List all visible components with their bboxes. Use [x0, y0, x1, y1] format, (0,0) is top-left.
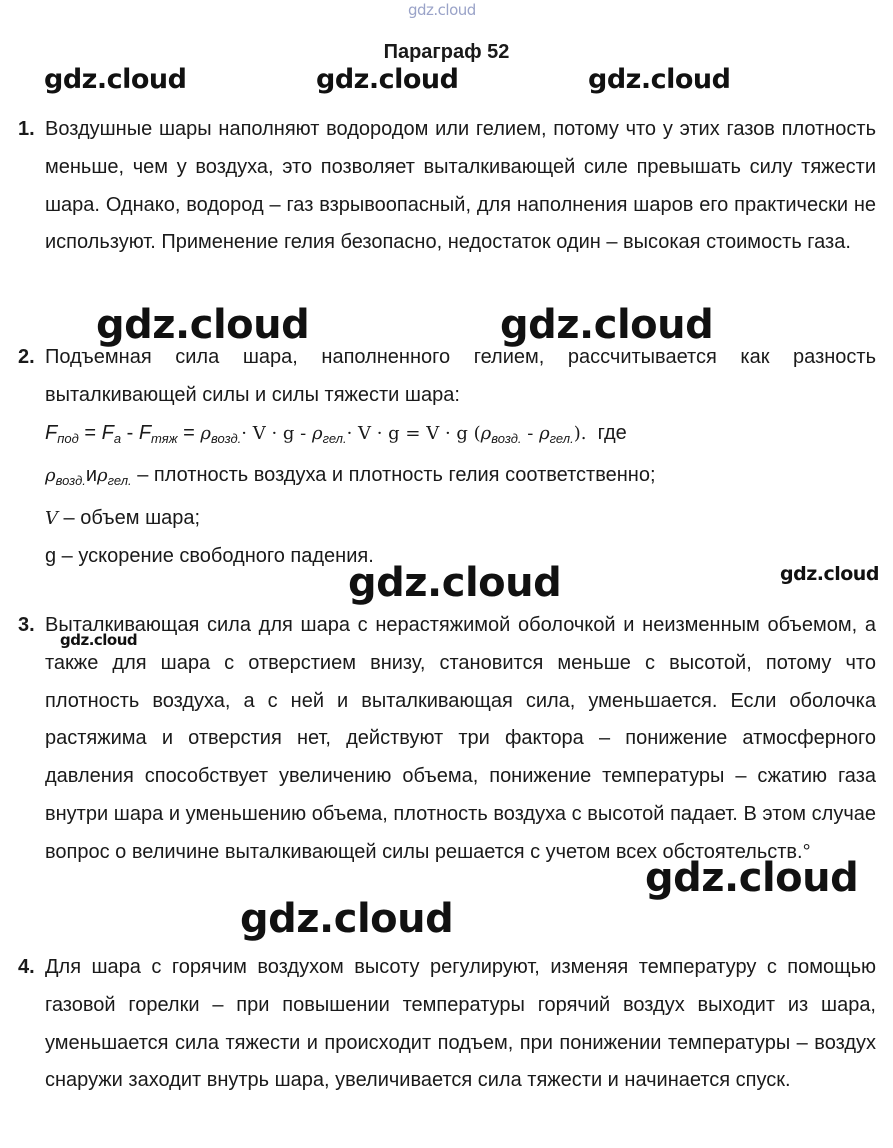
volume-definition: V – объем шара;	[45, 507, 201, 530]
watermark: gdz.cloud	[500, 302, 714, 348]
watermark: gdz.cloud	[44, 64, 187, 95]
item-number: 1.	[18, 118, 35, 140]
answer-item-4	[18, 949, 876, 1100]
item-text: Для шара с горячим воздухом высоту регулируют, изменяя температуру с помощью газовой горелки – при повышении температуры горячий воздух выходит из шара, уменьшается сила тяжести и происходит подъем, при понижении температуры – воздух снаружи заходит внутрь шара, увеличивается сила тяжести и начинается спуск.	[45, 956, 876, 1092]
page-title: Параграф 52	[383, 41, 510, 63]
watermark: gdz.cloud	[316, 64, 459, 95]
watermark: gdz.cloud	[588, 64, 731, 95]
watermark: gdz.cloud	[780, 563, 879, 585]
watermark-top: gdz.cloud	[408, 1, 476, 19]
item-text: Выталкивающая сила для шара с нерастяжимой оболочкой и неизменным объемом, а также для шара с отверстием внизу, становится меньше с высотой, потому что плотность воздуха, а с ней и выталкивающая сила, уменьшается. Если оболочка растяжима и отверстия нет, действуют три фактора – понижение атмосферного давления способствует увеличению объема, понижение температуры – сжатию газа внутри шара и уменьшению объема, плотность воздуха с высотой падает. В этом случае вопрос о величине выталкивающей силы решается с учетом всех обстоятельств.°	[45, 614, 876, 863]
answer-item-2	[18, 339, 876, 576]
item-number: 3.	[18, 614, 35, 636]
item-number: 4.	[18, 956, 35, 978]
answer-item-1	[18, 111, 876, 262]
watermark: gdz.cloud	[96, 302, 310, 348]
watermark: gdz.cloud	[645, 855, 859, 901]
watermark: gdz.cloud	[348, 560, 562, 606]
item-number: 2.	[18, 346, 35, 368]
density-definition: $\rho_{возд.}и\rho_{гел.}$ – плотность воздуха и плотность гелия соответственно;	[45, 464, 656, 489]
item-text: Воздушные шары наполняют водородом или гелием, потому что у этих газов плотность меньше, чем у воздуха, это позволяет выталкивающей силе превышать силу тяжести шара. Однако, водород – газ взрывоопасный, для наполнения шаров его практически не используют. Применение гелия безопасно, недостаток один – высокая стоимость газа.	[45, 118, 876, 254]
watermark: gdz.cloud	[240, 896, 454, 942]
answer-item-3	[18, 607, 876, 872]
watermark: gdz.cloud	[60, 631, 138, 649]
gravity-definition: g – ускорение свободного падения.	[45, 544, 374, 567]
item-text: Подъемная сила шара, наполненного гелием, рассчитывается как разность выталкивающей силы и силы тяжести шара:	[45, 346, 876, 406]
lift-force-formula: $F_{под} = F_а - F_{тяж} = \rho_{возд.}\cdot V \cdot g - \rho_{гел.}\cdot V \cdot g = V \cdot g$ $(\rho_{возд.} - \rho_{гел.})$. где	[45, 421, 627, 446]
